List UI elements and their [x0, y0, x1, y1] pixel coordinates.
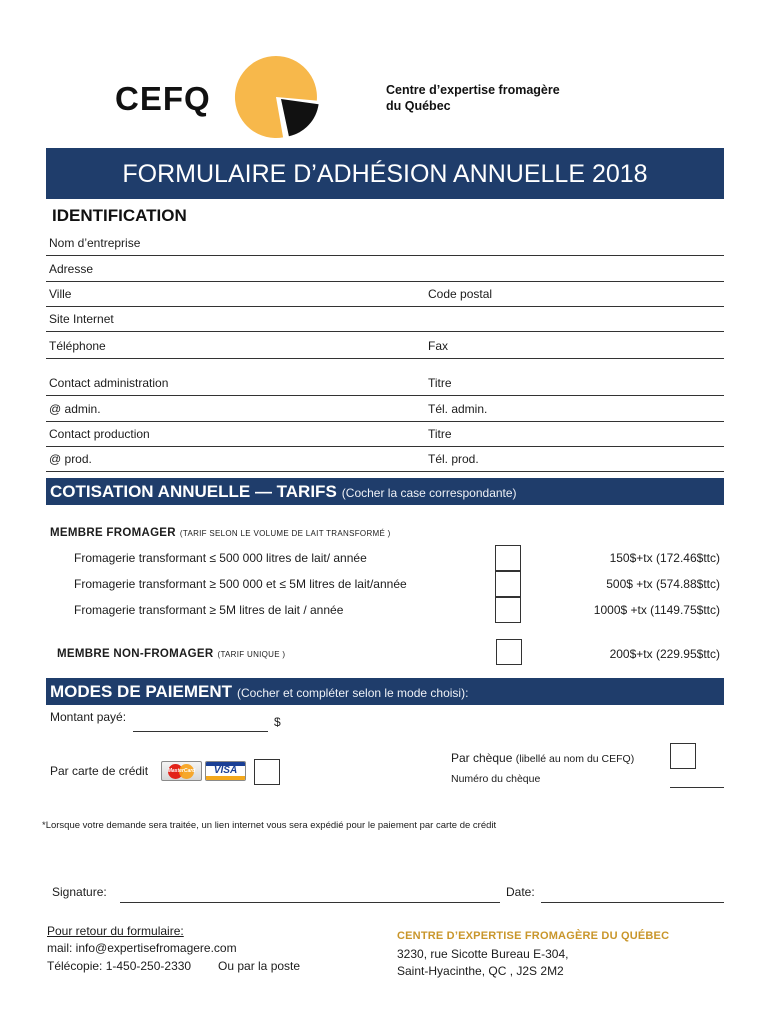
cheque-number-field[interactable]: [670, 772, 724, 788]
production-email-field[interactable]: [96, 448, 421, 471]
date-field[interactable]: [541, 887, 724, 903]
mastercard-logo: [161, 761, 202, 781]
city-label: Ville: [49, 287, 72, 301]
phone-label: Téléphone: [49, 339, 106, 353]
cheque-checkbox[interactable]: [670, 743, 696, 769]
cheese-wheel-logo-icon: [230, 50, 330, 145]
tier-3-checkbox[interactable]: [495, 597, 521, 623]
currency-symbol: $: [274, 715, 281, 729]
tier-1-label: Fromagerie transformant ≤ 500 000 litres de lait/ année: [74, 551, 367, 565]
amount-paid-label: Montant payé:: [50, 710, 127, 724]
cheesemaker-member-note: (TARIF SELON LE VOLUME DE LAIT TRANSFORMÉ ): [179, 529, 391, 538]
fees-instruction: (Cocher la case correspondante): [341, 486, 517, 500]
admin-phone-label: Tél. admin.: [428, 402, 488, 416]
fax-field[interactable]: [454, 335, 724, 358]
city-row: [46, 283, 724, 307]
non-cheesemaker-price: 200$+tx (229.95$ttc): [609, 647, 720, 661]
mastercard-wordmark: MasterCard: [167, 768, 196, 774]
cheque-label: Par chèque: [451, 751, 513, 765]
website-row: [46, 308, 724, 332]
admin-phone-field[interactable]: [494, 398, 724, 421]
return-fax: Télécopie: 1-450-250-2330: [47, 959, 192, 973]
admin-email-field[interactable]: [104, 398, 421, 421]
footer-address-line1: 3230, rue Sicotte Bureau E-304,: [397, 947, 569, 961]
visa-logo: [205, 761, 246, 781]
non-cheesemaker-member-label: MEMBRE NON-FROMAGER: [57, 648, 214, 660]
payment-section-bar: [46, 678, 724, 705]
tier-1-checkbox[interactable]: [495, 545, 521, 571]
non-cheesemaker-member-heading: [57, 647, 285, 662]
address-row: [46, 258, 724, 282]
tier-3-label: Fromagerie transformant ≥ 5M litres de lait / année: [74, 603, 344, 617]
cheque-option: [451, 751, 634, 765]
phone-row: [46, 335, 724, 359]
identification-heading: IDENTIFICATION: [52, 206, 187, 225]
admin-contact-label: Contact administration: [49, 376, 169, 390]
tier-1-price: 150$+tx (172.46$ttc): [609, 551, 720, 565]
non-cheesemaker-member-note: (TARIF UNIQUE ): [217, 650, 286, 659]
visa-gold-band: [206, 776, 245, 780]
cheesemaker-member-label: MEMBRE FROMAGER: [50, 527, 176, 539]
tier-2-price: 500$ +tx (574.88$ttc): [606, 577, 720, 591]
organization-name-line2: du Québec: [386, 99, 451, 113]
production-email-label: @ prod.: [49, 452, 92, 466]
production-contact-row: [46, 423, 724, 447]
admin-contact-row: [46, 372, 724, 396]
company-name-row: [46, 232, 724, 256]
organization-name: [386, 82, 560, 114]
tier-2-checkbox[interactable]: [495, 571, 521, 597]
postal-code-field[interactable]: [498, 283, 724, 306]
website-field[interactable]: [121, 308, 724, 331]
footer-address-line2: Saint-Hyacinthe, QC , J2S 2M2: [397, 964, 564, 978]
credit-card-footnote: *Lorsque votre demande sera traitée, un lien internet vous sera expédié pour le paiement par carte de crédit: [42, 820, 497, 831]
return-email: mail: info@expertisefromagere.com: [47, 941, 237, 955]
visa-wordmark: VISA: [213, 765, 238, 776]
cheesemaker-member-heading: [50, 526, 391, 541]
logo-black-wedge: [281, 99, 319, 136]
address-field[interactable]: [101, 258, 724, 281]
payment-instruction: (Cocher et compléter selon le mode choisi):: [236, 686, 469, 700]
production-phone-label: Tél. prod.: [428, 452, 479, 466]
admin-email-row: [46, 398, 724, 422]
production-contact-label: Contact production: [49, 427, 150, 441]
city-field[interactable]: [78, 283, 421, 306]
non-cheesemaker-checkbox[interactable]: [496, 639, 522, 665]
cefq-logo: CEFQ: [115, 80, 211, 117]
fees-heading: COTISATION ANNUELLE — TARIFS: [50, 482, 337, 501]
tier-3-price: 1000$ +tx (1149.75$ttc): [593, 603, 720, 617]
phone-field[interactable]: [112, 335, 421, 358]
company-name-field[interactable]: [146, 232, 724, 255]
signature-field[interactable]: [120, 887, 500, 903]
production-email-row: [46, 448, 724, 472]
amount-paid-field[interactable]: [133, 716, 268, 732]
form-title: FORMULAIRE D’ADHÉSION ANNUELLE 2018: [122, 160, 648, 188]
fees-section-bar: [46, 478, 724, 505]
address-label: Adresse: [49, 262, 94, 276]
cheque-number-label: Numéro du chèque: [451, 773, 541, 785]
return-by-post: Ou par la poste: [218, 959, 301, 973]
production-title-field[interactable]: [461, 423, 724, 446]
credit-card-label: Par carte de crédit: [50, 764, 149, 778]
footer-organization-name: CENTRE D’EXPERTISE FROMAGÈRE DU QUÉBEC: [397, 930, 670, 942]
production-contact-field[interactable]: [160, 423, 421, 446]
payment-heading: MODES DE PAIEMENT: [50, 682, 232, 701]
signature-label: Signature:: [52, 885, 107, 899]
tier-2-label: Fromagerie transformant ≥ 500 000 et ≤ 5M litres de lait/année: [74, 577, 407, 591]
company-name-label: Nom d’entreprise: [49, 236, 141, 250]
organization-name-line1: Centre d’expertise fromagère: [386, 83, 560, 97]
cheque-payee-note: (libellé au nom du CEFQ): [515, 753, 635, 765]
production-phone-field[interactable]: [488, 448, 724, 471]
date-label: Date:: [506, 885, 535, 899]
admin-title-label: Titre: [428, 376, 452, 390]
admin-title-field[interactable]: [461, 372, 724, 395]
website-label: Site Internet: [49, 312, 114, 326]
return-instructions-heading: Pour retour du formulaire:: [47, 924, 184, 938]
admin-contact-field[interactable]: [181, 372, 421, 395]
fax-label: Fax: [428, 339, 449, 353]
credit-card-checkbox[interactable]: [254, 759, 280, 785]
admin-email-label: @ admin.: [49, 402, 101, 416]
production-title-label: Titre: [428, 427, 452, 441]
postal-code-label: Code postal: [428, 287, 493, 301]
title-bar: [46, 148, 724, 199]
